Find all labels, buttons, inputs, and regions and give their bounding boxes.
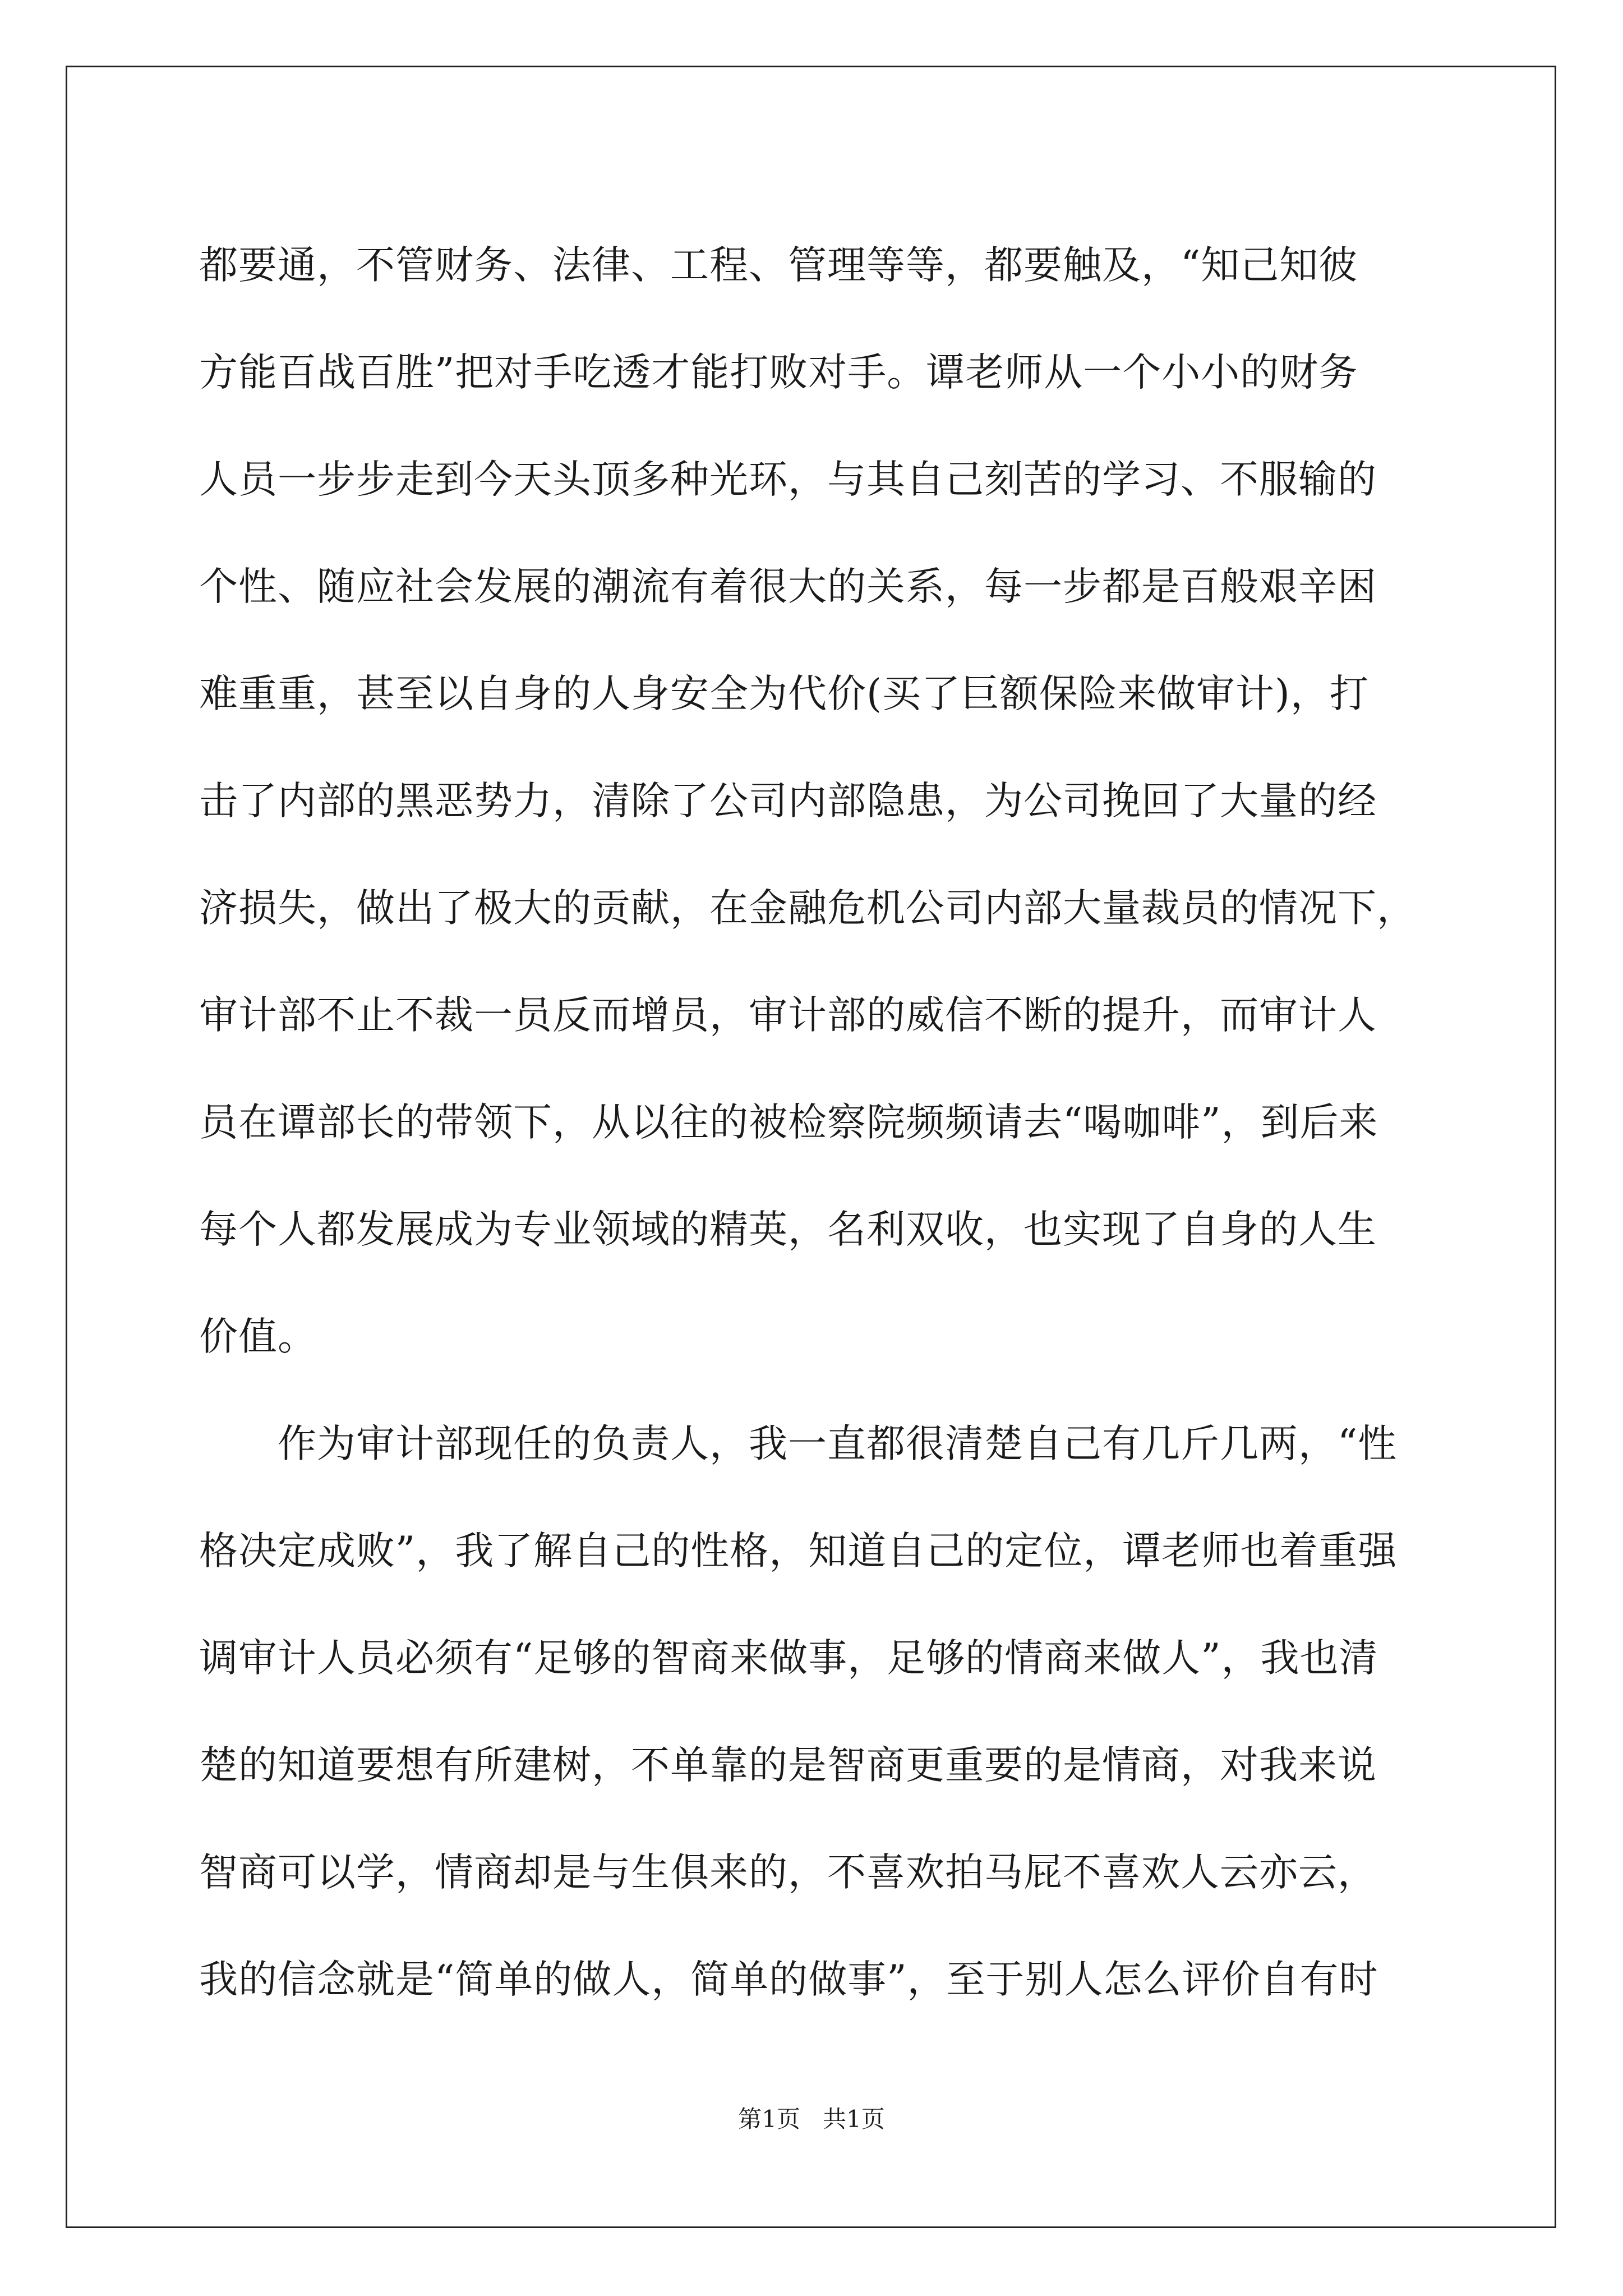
text-line: 价值。 <box>199 1314 317 1359</box>
text-line: 难重重，甚至以自身的人身安全为代价(买了巨额保险来做审计)，打 <box>199 671 1369 716</box>
paragraph-start-line: 作为审计部现任的负责人，我一直都很清楚自己有几斤几两，“性 <box>278 1421 1398 1466</box>
text-line: 审计部不止不裁一员反而增员，审计部的威信不断的提升，而审计人 <box>199 993 1377 1038</box>
text-line: 个性、随应社会发展的潮流有着很大的关系，每一步都是百般艰辛困 <box>199 564 1377 609</box>
page-footer <box>0 2101 1623 2134</box>
text-line: 人员一步步走到今天头顶多种光环，与其自己刻苦的学习、不服输的 <box>199 457 1377 502</box>
text-line: 每个人都发展成为专业领域的精英，名利双收，也实现了自身的人生 <box>199 1207 1377 1252</box>
text-line: 楚的知道要想有所建树，不单靠的是智商更重要的是情商，对我来说 <box>199 1743 1377 1788</box>
page-number: 第1页 <box>738 2105 800 2133</box>
document-body <box>199 212 1433 2033</box>
text-line: 格决定成败”，我了解自己的性格，知道自己的定位，谭老师也着重强 <box>199 1529 1398 1573</box>
text-line: 智商可以学，情商却是与生俱来的，不喜欢拍马屁不喜欢人云亦云， <box>199 1850 1377 1895</box>
text-line: 都要通，不管财务、法律、工程、管理等等，都要触及，“知己知彼 <box>199 243 1358 288</box>
text-line: 方能百战百胜”把对手吃透才能打败对手。谭老师从一个小小的财务 <box>199 350 1358 395</box>
page-total: 共1页 <box>823 2105 885 2133</box>
text-line: 调审计人员必须有“足够的智商来做事，足够的情商来做人”，我也清 <box>199 1636 1378 1681</box>
text-line: 员在谭部长的带领下，从以往的被检察院频频请去“喝咖啡”，到后来 <box>199 1100 1378 1145</box>
text-line: 济损失，做出了极大的贡献，在金融危机公司内部大量裁员的情况下， <box>199 886 1416 931</box>
text-line: 击了内部的黑恶势力，清除了公司内部隐患，为公司挽回了大量的经 <box>199 779 1377 823</box>
text-line: 我的信念就是“简单的做人，简单的做事”，至于别人怎么评价自有时 <box>199 1957 1378 2002</box>
